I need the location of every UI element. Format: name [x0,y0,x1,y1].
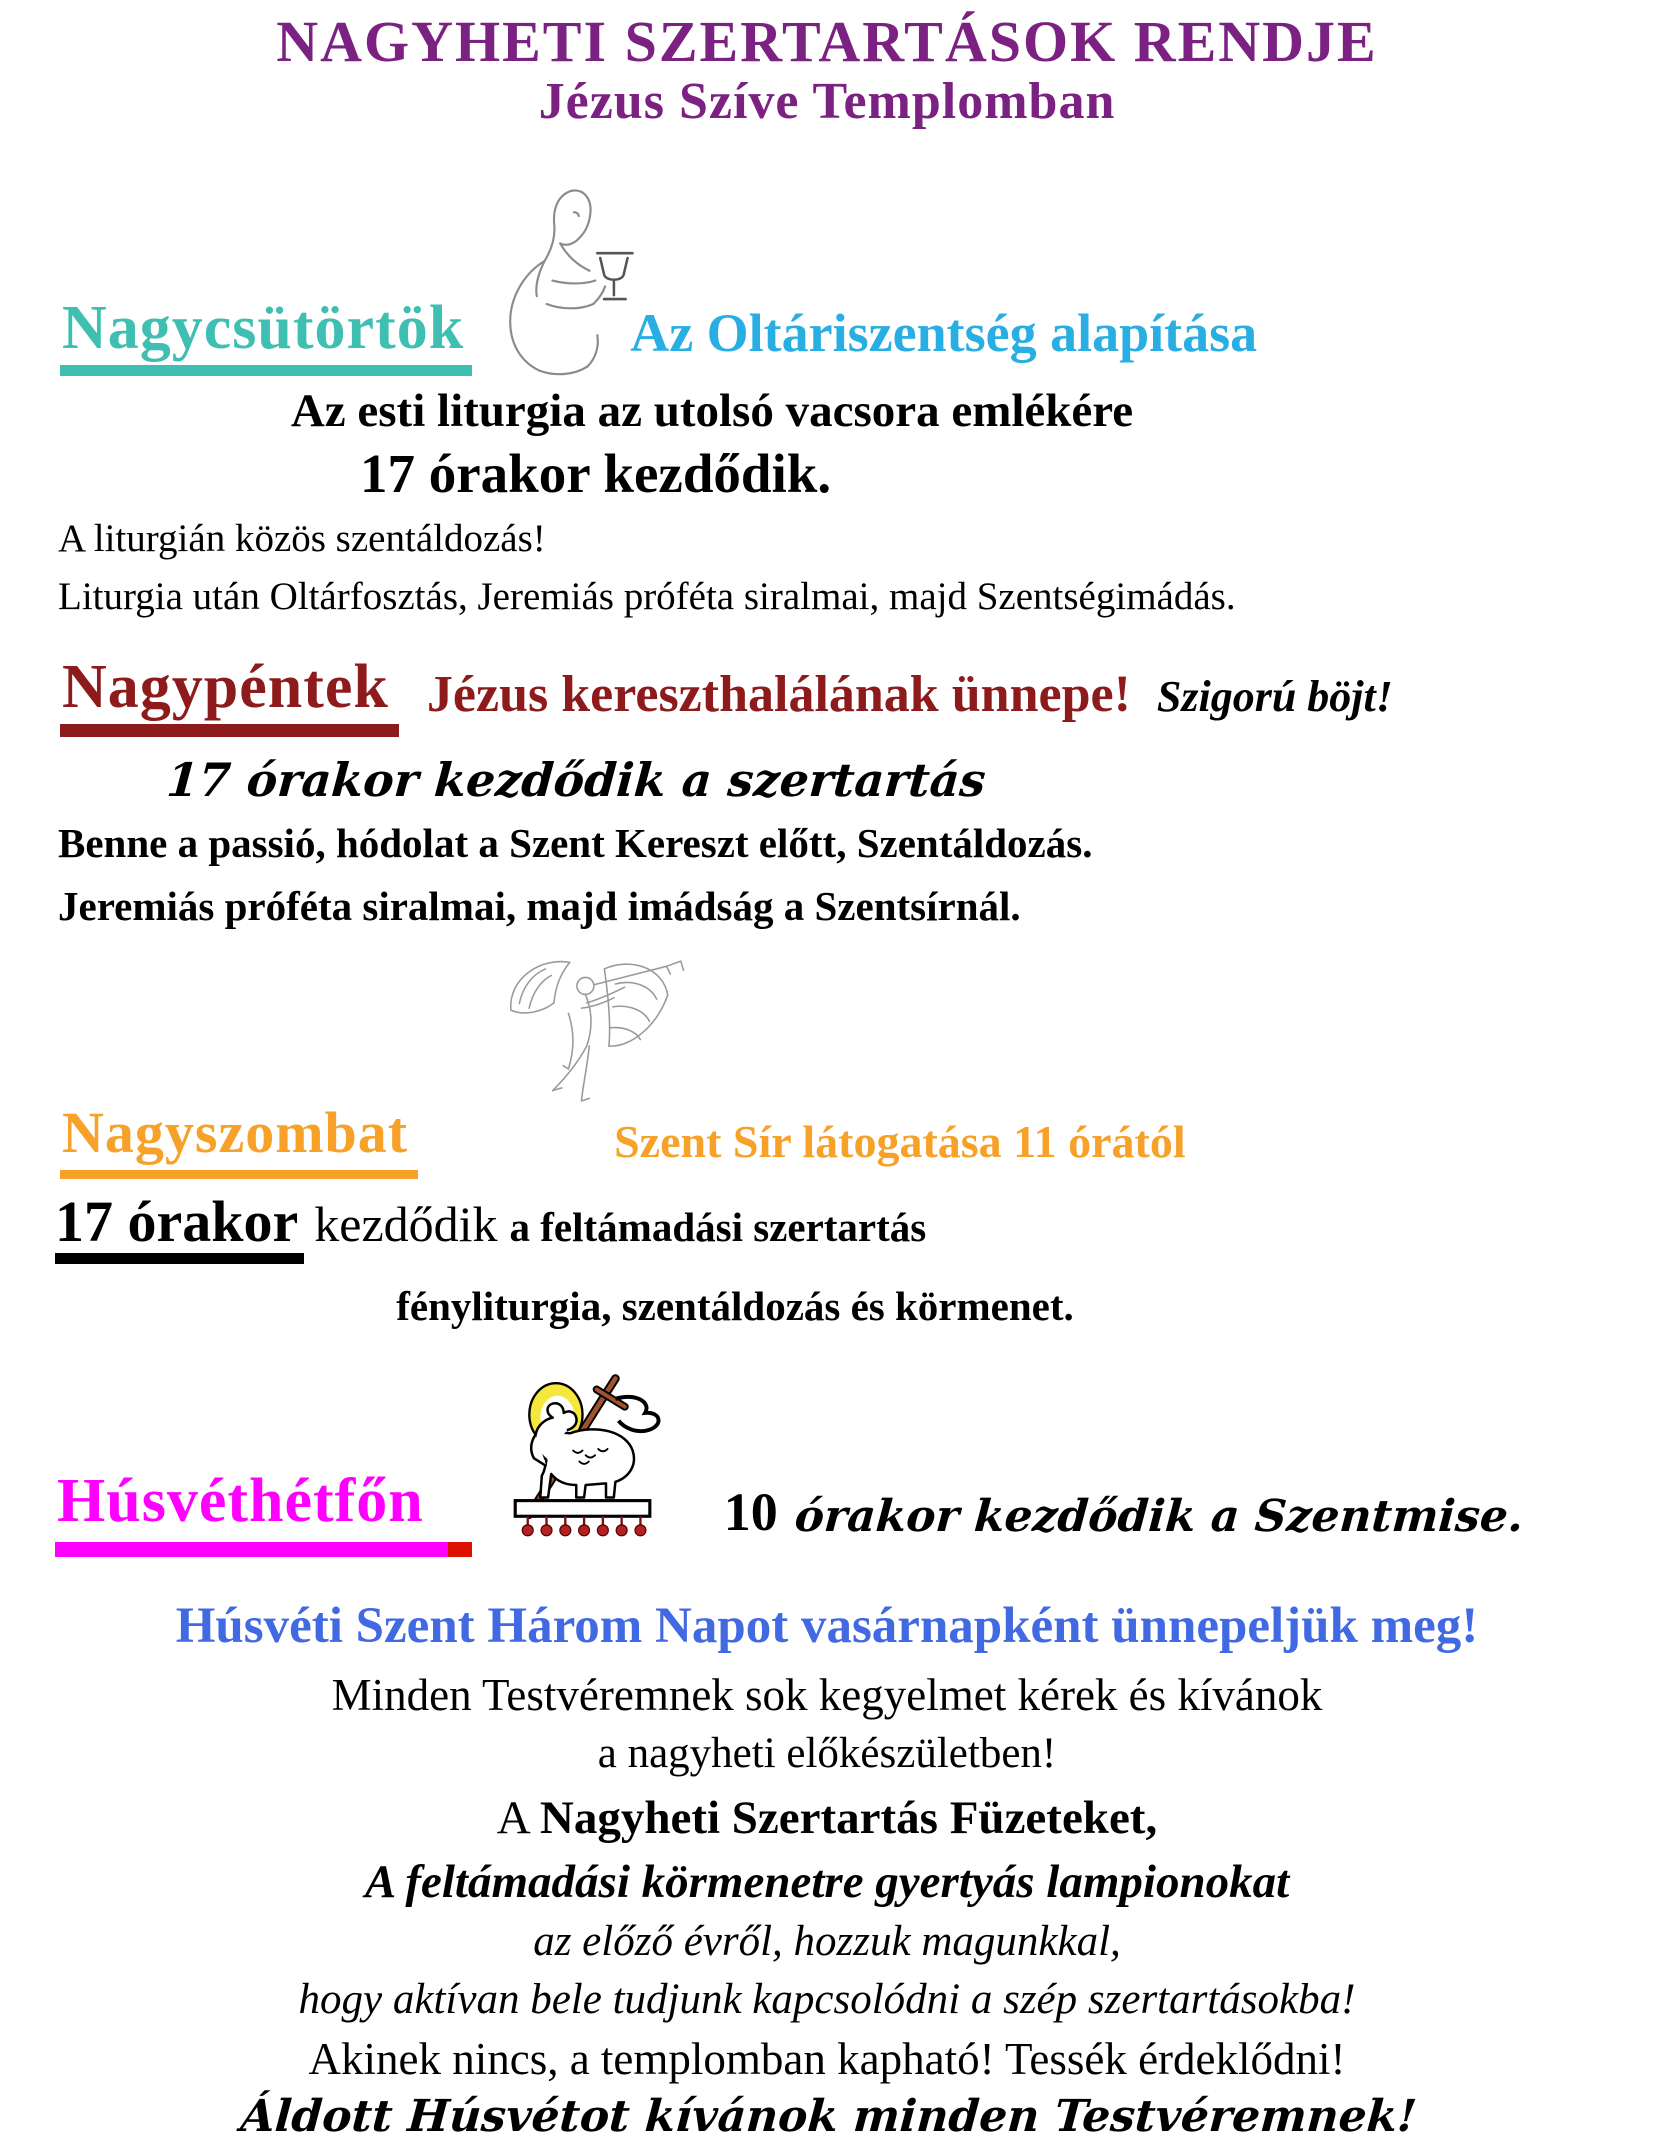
saturday-time-tail: a feltámadási szertartás [509,1204,927,1251]
saturday-heading: Nagyszombat [60,1104,418,1179]
closing-line5: A feltámadási körmenetre gyertyás lampionokat [364,1856,1290,1909]
closing-line8: Akinek nincs, a templomban kapható! Tessék érdeklődni! [308,2033,1346,2084]
thursday-line1: Az esti liturgia az utolsó vacsora emlékére [290,385,1134,438]
jesus-with-chalice-icon [494,179,644,384]
page-title: NAGYHETI SZERTARTÁSOK RENDJE [276,9,1378,74]
saturday-line2: fényliturgia, szentáldozás és körmenet. [396,1283,1074,1330]
closing-line3: a nagyheti előkészületben! [597,1730,1057,1778]
friday-heading: Nagypéntek [60,656,399,737]
friday-time-line: 17 órakor kezdődik a szertartás [164,753,988,808]
friday-subtitle: Jézus kereszthalálának ünnepe! [426,666,1131,724]
thursday-line2: 17 órakor kezdődik. [360,443,832,505]
agnus-dei-lamb-icon [498,1361,678,1551]
thursday-line4: Liturgia után Oltárfosztás, Jeremiás próféta siralmai, majd Szentségimádás. [58,575,1236,619]
friday-line3: Jeremiás próféta siralmai, majd imádság a Szentsírnál. [58,882,1021,929]
page-subtitle: Jézus Szíve Templomban [538,72,1116,130]
saturday-subtitle: Szent Sír látogatása 11 órától [614,1116,1186,1168]
closing-line2: Minden Testvéremnek sok kegyelmet kérek és kívánok [331,1670,1323,1721]
friday-fasting-note: Szigorú böjt! [1156,672,1393,722]
title-block [0,0,1654,130]
saturday-time-line [0,1189,1654,1264]
section-friday-header [0,653,1654,737]
section-monday-header [0,1357,1654,1557]
saturday-time-mid: kezdődik [314,1196,498,1253]
section-saturday [0,948,1654,1331]
friday-line2: Benne a passió, hódolat a Szent Kereszt előtt, Szentáldozás. [58,819,1093,866]
closing-line7: hogy aktívan bele tudjunk kapcsolódni a szép szertartásokba! [298,1976,1356,2024]
red-square-icon [448,1542,472,1557]
monday-heading-wrap [55,1467,472,1557]
thursday-line3: A liturgián közös szentáldozás! [58,516,546,560]
closing-block [0,1597,1654,2142]
thursday-subtitle: Az Oltáriszentség alapítása [630,303,1258,364]
trumpeting-angel-icon [408,948,768,1118]
saturday-time: 17 órakor [55,1193,304,1264]
closing-blue-line: Húsvéti Szent Három Napot vasárnapként ünnepeljük meg! [175,1598,1479,1655]
section-saturday-header [0,1100,1654,1179]
monday-heading: Húsvéthétfőn [55,1470,448,1557]
section-thursday-header [0,166,1654,376]
thursday-heading: Nagycsütörtök [60,297,472,376]
closing-line4-bold: Nagyheti Szertartás Füzeteket, [539,1791,1158,1844]
monday-time: 10 [723,1482,778,1543]
closing-blessing: Áldott Húsvétot kívánok minden Testvéremnek! [239,2090,1419,2142]
closing-line9 [0,2092,1654,2142]
monday-time-line: órakor kezdődik a Szentmise. [792,1491,1525,1543]
closing-line4-prefix: A [496,1791,540,1844]
closing-line6: az előző évről, hozzuk magunkkal, [533,1918,1121,1966]
closing-line4 [0,1790,1654,1846]
